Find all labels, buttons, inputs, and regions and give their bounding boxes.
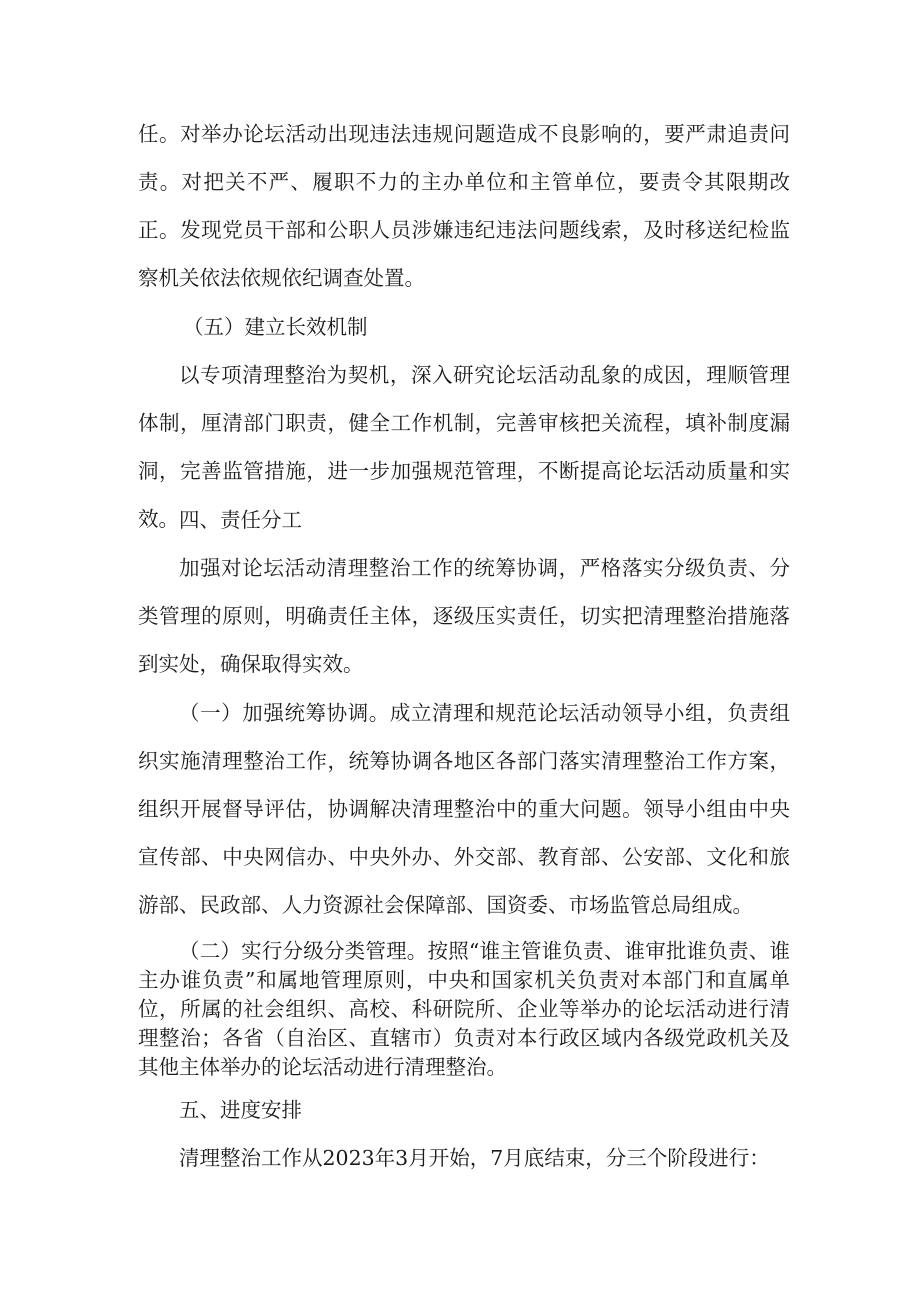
paragraph-tiered-management: （二）实行分级分类管理。按照“谁主管谁负责、谁审批谁负责、谁主办谁负责”和属地管理原则，中央和国家机关负责对本部门和直属单位，所属的社会组织、高校、科研院所、企业等举办的论坛活动进行清理整治；各省（自治区、直辖市）负责对本行政区域内各级党政机关及其他主体举办的论坛活动进行清理整治。 xyxy=(138,939,790,1079)
paragraph-long-term-mechanism: 以专项清理整治为契机，深入研究论坛活动乱象的成因，理顺管理体制，厘清部门职责，健全工作机制，完善审核把关流程，填补制度漏洞，完善监管措施，进一步加强规范管理，不断提高论坛活动质量和实效。 xyxy=(138,363,790,531)
subheading-long-term-mechanism: （五）建立长效机制 xyxy=(183,315,368,339)
section-heading-schedule: 五、进度安排 xyxy=(179,1098,302,1122)
paragraph-schedule: 清理整治工作从2023年3月开始，7月底结束，分三个阶段进行： xyxy=(179,1146,770,1170)
paragraph-responsibility: 加强对论坛活动清理整治工作的统筹协调，严格落实分级负责、分类管理的原则，明确责任主体，逐级压实责任，切实把清理整治措施落到实处，确保取得实效。 xyxy=(138,556,790,676)
paragraph-accountability: 任。对举办论坛活动出现违法违规问题造成不良影响的，要严肃追责问责。对把关不严、履职不力的主办单位和主管单位，要责令其限期改正。发现党员干部和公职人员涉嫌违纪违法问题线索，及时移送纪检监察机关依法依规依纪调查处置。 xyxy=(138,122,790,290)
section-heading-responsibility: 四、责任分工 xyxy=(179,508,302,532)
paragraph-coordination: （一）加强统筹协调。成立清理和规范论坛活动领导小组，负责组织实施清理整治工作，统筹协调各地区各部门落实清理整治工作方案，组织开展督导评估，协调解决清理整治中的重大问题。领导小组由中央宣传部、中央网信办、中央外办、外交部、教育部、公安部、文化和旅游部、民政部、人力资源社会保障部、国资委、市场监管总局组成。 xyxy=(138,701,790,917)
